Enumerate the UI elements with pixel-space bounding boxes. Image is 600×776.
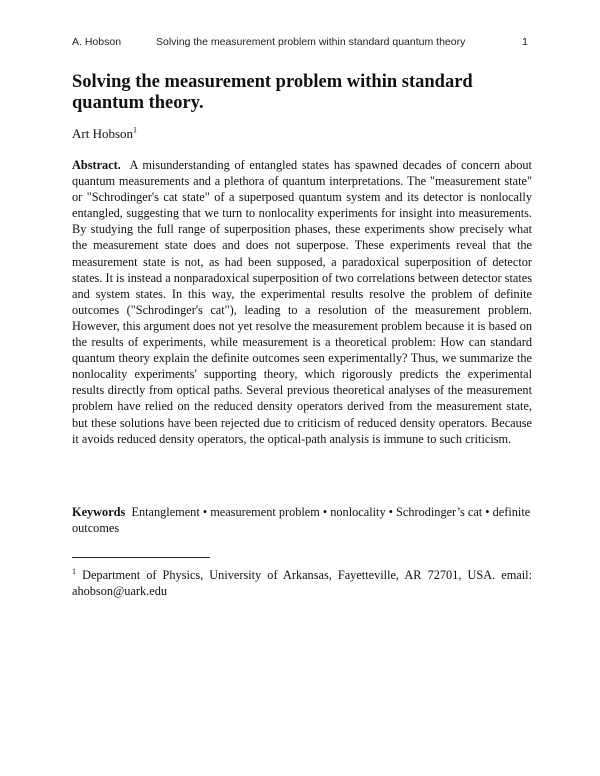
footnote-text: Department of Physics, University of Arkansas, Fayetteville, AR 72701, USA. email: ahobson@uark.edu <box>72 568 532 598</box>
keywords <box>72 504 532 536</box>
keywords-text: Entanglement • measurement problem • nonlocality • Schrodinger’s cat • definite outcomes <box>72 505 531 536</box>
abstract <box>72 157 532 447</box>
header-author: A. Hobson <box>72 36 122 48</box>
author-name: Art Hobson <box>72 126 134 141</box>
abstract-label: Abstract. <box>72 158 121 172</box>
keywords-label: Keywords <box>72 505 126 519</box>
footnote-rule <box>72 557 210 558</box>
paper-author <box>72 126 137 142</box>
abstract-text: A misunderstanding of entangled states has spawned decades of concern about quantum measurements and a plethora of quantum interpretations. The "measurement state" or "Schrodinger's cat state" of a superposed quantum system and its detector is nonlocally entangled, suggesting that we turn to nonlocality experiments for insight into measurements. By studying the full range of superposition phases, these experiments show precisely what the measurement state does and does not superpose. These experiments reveal that the measurement state is not, as had been supposed, a paradoxical superposition of detector states. It is instead a nonparadoxical superposition of two correlations between detector states and system states. In this way, the experimental results resolve the problem of definite outcomes ("Schrodinger's cat"), leading to a resolution of the measurement problem. However, this argument does not yet resolve the measurement problem because it is based on the results of experiments, while measurement is a theoretical problem: How can standard quantum theory explain the definite outcomes seen experimentally? Thus, we summarize the nonlocality experiments' supporting theory, which rigorously predicts the experimental results directly from optical paths. Several previous theoretical analyses of the measurement problem have relied on the reduced density operators derived from the measurement state, but these solutions have been rejected due to criticism of reduced density operators. Because it avoids reduced density operators, the optical-path analysis is immune to such criticism. <box>72 158 532 446</box>
footnote-mark: 1 <box>72 566 76 576</box>
header-page-number: 1 <box>522 36 528 48</box>
paper-title: Solving the measurement problem within standard quantum theory. <box>72 72 473 113</box>
footnote <box>72 567 532 599</box>
running-header <box>72 36 528 52</box>
author-footnote-mark[interactable]: 1 <box>133 125 138 135</box>
header-running-title: Solving the measurement problem within standard quantum theory <box>156 36 466 48</box>
